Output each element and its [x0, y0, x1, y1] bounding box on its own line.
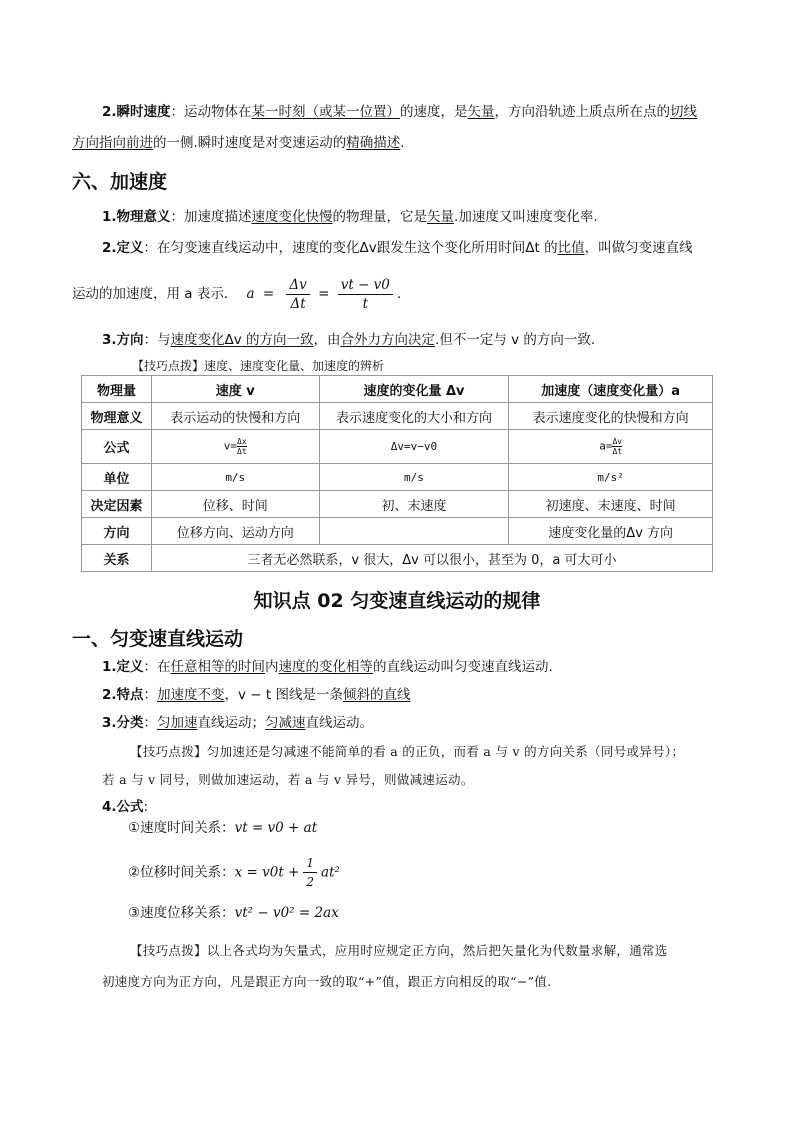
item-number: 4. — [102, 799, 117, 815]
underlined-text: 倾斜的直线 — [343, 687, 411, 703]
formula-fraction-vt-v0 — [338, 276, 393, 313]
item-number: 2. — [102, 240, 117, 256]
acceleration-direction — [102, 330, 595, 350]
item-label: 物理意义 — [116, 209, 171, 225]
table-caption: 【技巧点拨】速度、速度变化量、加速度的辨析 — [132, 359, 385, 373]
table-header-row — [82, 376, 713, 403]
table-row-label: 单位 — [82, 464, 152, 491]
underlined-text: 矢量 — [467, 104, 495, 120]
underlined-text: 匀减速 — [265, 715, 306, 731]
underlined-text: 比值 — [557, 240, 585, 256]
table-cell-merged: 三者无必然联系，v 很大，Δv 可以很小，甚至为 0，a 可大可小 — [151, 545, 712, 572]
table-row-label: 公式 — [82, 430, 152, 464]
fraction-denominator: 2 — [306, 875, 315, 889]
text: . — [396, 286, 402, 302]
table-cell: 初、末速度 — [319, 491, 509, 518]
text: 的物理量，它是 — [332, 209, 428, 225]
item-number: 1. — [102, 659, 117, 675]
formula-label: ③速度位移关系： — [128, 905, 235, 921]
underlined-text: 合外力方向决定 — [340, 332, 436, 348]
text: ： — [143, 687, 158, 703]
formula-symbol: a — [246, 286, 255, 302]
underlined-text: 某一时刻（或某一位置） — [251, 104, 401, 120]
table-row — [82, 430, 713, 464]
table-cell: 位移方向、运动方向 — [151, 518, 319, 545]
text: ，方向沿轨迹上质点所在点的 — [494, 104, 671, 120]
fraction-denominator: t — [362, 295, 369, 312]
item-label: 公式 — [116, 799, 144, 815]
item-number: 3. — [102, 715, 117, 731]
table-row-label: 决定因素 — [82, 491, 152, 518]
table-row-label: 关系 — [82, 545, 152, 572]
formula-text: a= — [599, 439, 613, 453]
underlined-text: 加速度不变 — [157, 687, 225, 703]
item-label: 定义 — [116, 240, 144, 256]
tip-1-line-2: 若 a 与 v 同号，则做加速运动，若 a 与 v 异号，则做减速运动。 — [102, 772, 474, 787]
fraction-numerator: 1 — [303, 854, 317, 873]
item-label: 定义 — [116, 659, 144, 675]
formula-equals: = — [318, 286, 330, 302]
formula-fraction-dv-dt — [286, 276, 309, 313]
formula: at² — [321, 864, 340, 881]
instant-velocity-line-1 — [102, 102, 697, 122]
formula: x = v0t + — [234, 864, 300, 881]
text: .加速度又叫速度变化率. — [454, 209, 598, 225]
fraction-denominator: Δt — [237, 447, 247, 456]
text: 直线运动。 — [305, 715, 374, 731]
formula-displacement-time — [128, 854, 340, 891]
table-cell-formula: Δv=v−v0 — [319, 430, 509, 464]
instant-velocity-line-2 — [72, 133, 405, 153]
underlined-text: 精确描述 — [346, 135, 401, 151]
table-header-cell: 物理量 — [82, 376, 152, 403]
text: ，由 — [313, 332, 341, 348]
table-cell: 表示速度变化的快慢和方向 — [509, 403, 713, 430]
formula: vt = v0 + at — [234, 820, 318, 836]
formula-fraction — [612, 437, 622, 456]
uniform-classification — [102, 713, 373, 733]
underlined-text: 速度变化Δv 的方向一致 — [170, 332, 314, 348]
item-number: 2. — [102, 687, 117, 703]
underlined-text: 速度变化快慢 — [251, 209, 333, 225]
table-row — [82, 545, 713, 572]
table-cell: m/s² — [509, 464, 713, 491]
formula-label: ①速度时间关系： — [128, 820, 235, 836]
table-row — [82, 518, 713, 545]
table-header-cell: 速度 v — [151, 376, 319, 403]
acceleration-definition-line-2 — [72, 274, 401, 314]
comparison-table — [81, 375, 713, 572]
formula-text: v= — [223, 439, 238, 453]
formula-velocity-time — [128, 818, 317, 838]
item-number: 1. — [102, 209, 117, 225]
item-number: 2. — [102, 104, 117, 120]
table-cell: 表示速度变化的大小和方向 — [319, 403, 509, 430]
text: 的直线运动叫匀变速直线运动. — [373, 659, 553, 675]
item-number: 3. — [102, 332, 117, 348]
table-cell: m/s — [319, 464, 509, 491]
text: ，v − t 图线是一条 — [224, 687, 343, 703]
table-row-label: 方向 — [82, 518, 152, 545]
table-cell — [319, 518, 509, 545]
text: . — [400, 135, 405, 151]
text: : — [143, 799, 149, 815]
section-heading-uniform-acceleration: 一、匀变速直线运动 — [72, 628, 244, 650]
fraction-numerator: Δv — [286, 276, 309, 295]
underlined-text: 切线 — [670, 104, 698, 120]
tip-2-line-1: 【技巧点拨】以上各式均为矢量式，应用时应规定正方向，然后把矢量化为代数量求解，通常选 — [130, 943, 668, 958]
text: ：加速度描述 — [170, 209, 252, 225]
underlined-text: 速度的变化相等 — [278, 659, 374, 675]
item-label: 方向 — [116, 332, 144, 348]
item-label: 分类 — [116, 715, 144, 731]
text: ：运动物体在 — [170, 104, 252, 120]
section-heading-acceleration: 六、加速度 — [72, 171, 168, 193]
formulas-heading — [102, 797, 148, 817]
fraction-denominator: Δt — [612, 447, 623, 456]
table-row — [82, 464, 713, 491]
uniform-characteristics — [102, 685, 411, 705]
tip-1-line-1: 【技巧点拨】匀加速还是匀减速不能简单的看 a 的正负，而看 a 与 v 的方向关系（同号或异号）； — [130, 744, 685, 759]
uniform-definition — [102, 657, 553, 677]
text: ，叫做匀变速直线 — [584, 240, 693, 256]
fraction-numerator: vt − v0 — [338, 276, 393, 295]
underlined-text: 匀加速 — [157, 715, 198, 731]
fraction-numerator: Δx — [237, 437, 247, 446]
text: 直线运动； — [197, 715, 266, 731]
text: .但不一定与 v 的方向一致. — [435, 332, 596, 348]
knowledge-point-title: 知识点 02 匀变速直线运动的规律 — [253, 590, 541, 612]
underlined-text: 方向指向前进 — [72, 135, 153, 151]
formula-velocity-displacement — [128, 903, 339, 923]
table-cell-formula — [151, 430, 319, 464]
acceleration-definition-line-1 — [102, 238, 693, 258]
table-row-label: 物理意义 — [82, 403, 152, 430]
item-label: 瞬时速度 — [116, 104, 171, 120]
table-row — [82, 491, 713, 518]
formula: vt² − v0² = 2ax — [234, 905, 339, 921]
table-header-cell: 加速度（速度变化量）a — [509, 376, 713, 403]
underlined-text: 任意相等的时间 — [170, 659, 266, 675]
formula-fraction-half — [303, 854, 317, 891]
formula-label: ②位移时间关系： — [128, 864, 235, 881]
item-label: 特点 — [116, 687, 144, 703]
table-cell: 初速度、末速度、时间 — [509, 491, 713, 518]
text: 内 — [265, 659, 279, 675]
tip-2-line-2: 初速度方向为正方向，凡是跟正方向一致的取“+”值，跟正方向相反的取“−”值. — [102, 974, 552, 989]
table-cell: m/s — [151, 464, 319, 491]
underlined-text: 矢量 — [427, 209, 455, 225]
text: ： — [143, 715, 158, 731]
text: ：在匀变速直线运动中，速度的变化Δv跟发生这个变化所用时间Δt 的 — [143, 240, 558, 256]
text: 的一侧.瞬时速度是对变速运动的 — [153, 135, 347, 151]
table-cell: 位移、时间 — [151, 491, 319, 518]
text: ：与 — [143, 332, 171, 348]
table-cell: 表示运动的快慢和方向 — [151, 403, 319, 430]
table-row — [82, 403, 713, 430]
table-cell-formula — [509, 430, 713, 464]
fraction-denominator: Δt — [290, 295, 306, 312]
table-header-cell: 速度的变化量 Δv — [319, 376, 509, 403]
text: 的速度，是 — [400, 104, 468, 120]
text: 运动的加速度，用 a 表示. — [72, 286, 229, 302]
acceleration-meaning — [102, 207, 598, 227]
formula-equals: = — [262, 286, 275, 302]
formula-fraction — [237, 437, 247, 456]
fraction-numerator: Δv — [612, 437, 623, 446]
text: ：在 — [143, 659, 171, 675]
table-cell: 速度变化量的Δv 方向 — [509, 518, 713, 545]
